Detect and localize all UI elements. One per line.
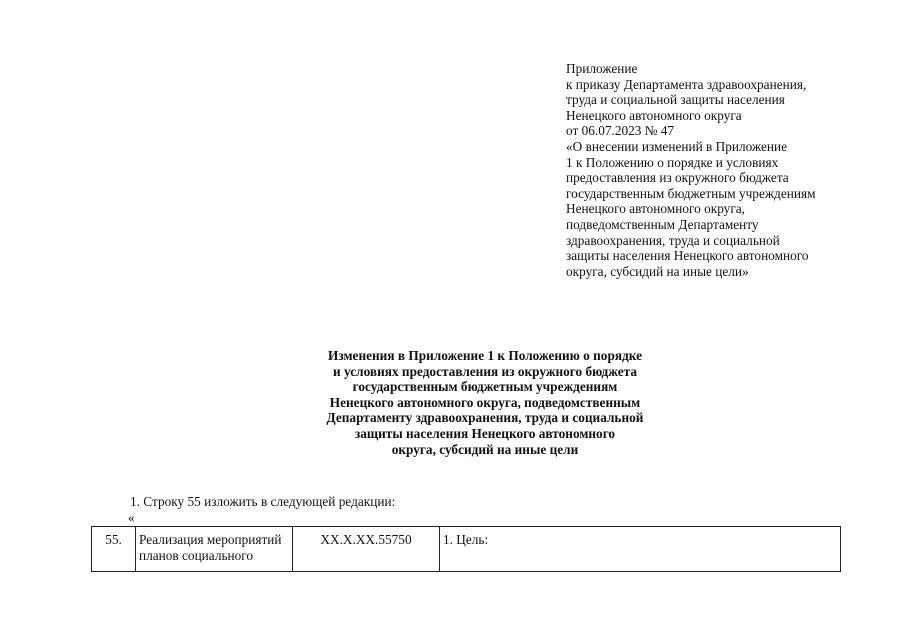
row-name-line: планов социального bbox=[139, 547, 254, 563]
title-line: Департаменту здравоохранения, труда и социальной bbox=[326, 410, 644, 426]
title-line: защиты населения Ненецкого автономного bbox=[354, 425, 616, 441]
appendix-line: округа, субсидий на иные цели» bbox=[566, 263, 749, 279]
appendix-line: труда и социальной защиты населения bbox=[566, 92, 785, 108]
appendix-line: к приказу Департамента здравоохранения, bbox=[566, 76, 807, 92]
appendix-line: защиты населения Ненецкого автономного bbox=[566, 248, 809, 264]
appendix-line: государственным бюджетным учреждениям bbox=[566, 185, 816, 201]
row-goal-cell: 1. Цель: bbox=[440, 527, 841, 572]
instruction-paragraph: 1. Строку 55 изложить в следующей редакции: bbox=[130, 494, 396, 509]
table-row bbox=[92, 527, 841, 572]
appendix-header bbox=[566, 61, 866, 279]
document-title bbox=[270, 348, 700, 457]
appendix-line: Ненецкого автономного округа, bbox=[566, 201, 745, 217]
title-line: и условиях предоставления из окружного бюджета bbox=[333, 363, 637, 379]
appendix-line: подведомственным Департаменту bbox=[566, 216, 759, 232]
appendix-line: от 06.07.2023 № 47 bbox=[566, 123, 675, 139]
appendix-line: Приложение bbox=[566, 61, 638, 76]
changes-table bbox=[91, 526, 841, 572]
appendix-line: 1 к Положению о порядке и условиях bbox=[566, 154, 779, 170]
appendix-line: «О внесении изменений в Приложение bbox=[566, 138, 787, 154]
opening-quote: « bbox=[128, 510, 135, 525]
appendix-line: здравоохранения, труда и социальной bbox=[566, 232, 780, 248]
appendix-line: Ненецкого автономного округа bbox=[566, 107, 742, 123]
title-line: Изменения в Приложение 1 к Положению о порядке bbox=[327, 348, 642, 363]
row-name-cell bbox=[136, 527, 293, 572]
appendix-line: предоставления из окружного бюджета bbox=[566, 170, 789, 186]
title-line: Ненецкого автономного округа, подведомственным bbox=[329, 394, 641, 410]
row-code-cell: XX.X.XX.55750 bbox=[293, 527, 440, 572]
row-number-cell: 55. bbox=[92, 527, 136, 572]
title-line: государственным бюджетным учреждениям bbox=[352, 379, 618, 395]
title-line: округа, субсидий на иные цели bbox=[391, 441, 579, 457]
row-name-line: Реализация мероприятий bbox=[139, 532, 282, 547]
